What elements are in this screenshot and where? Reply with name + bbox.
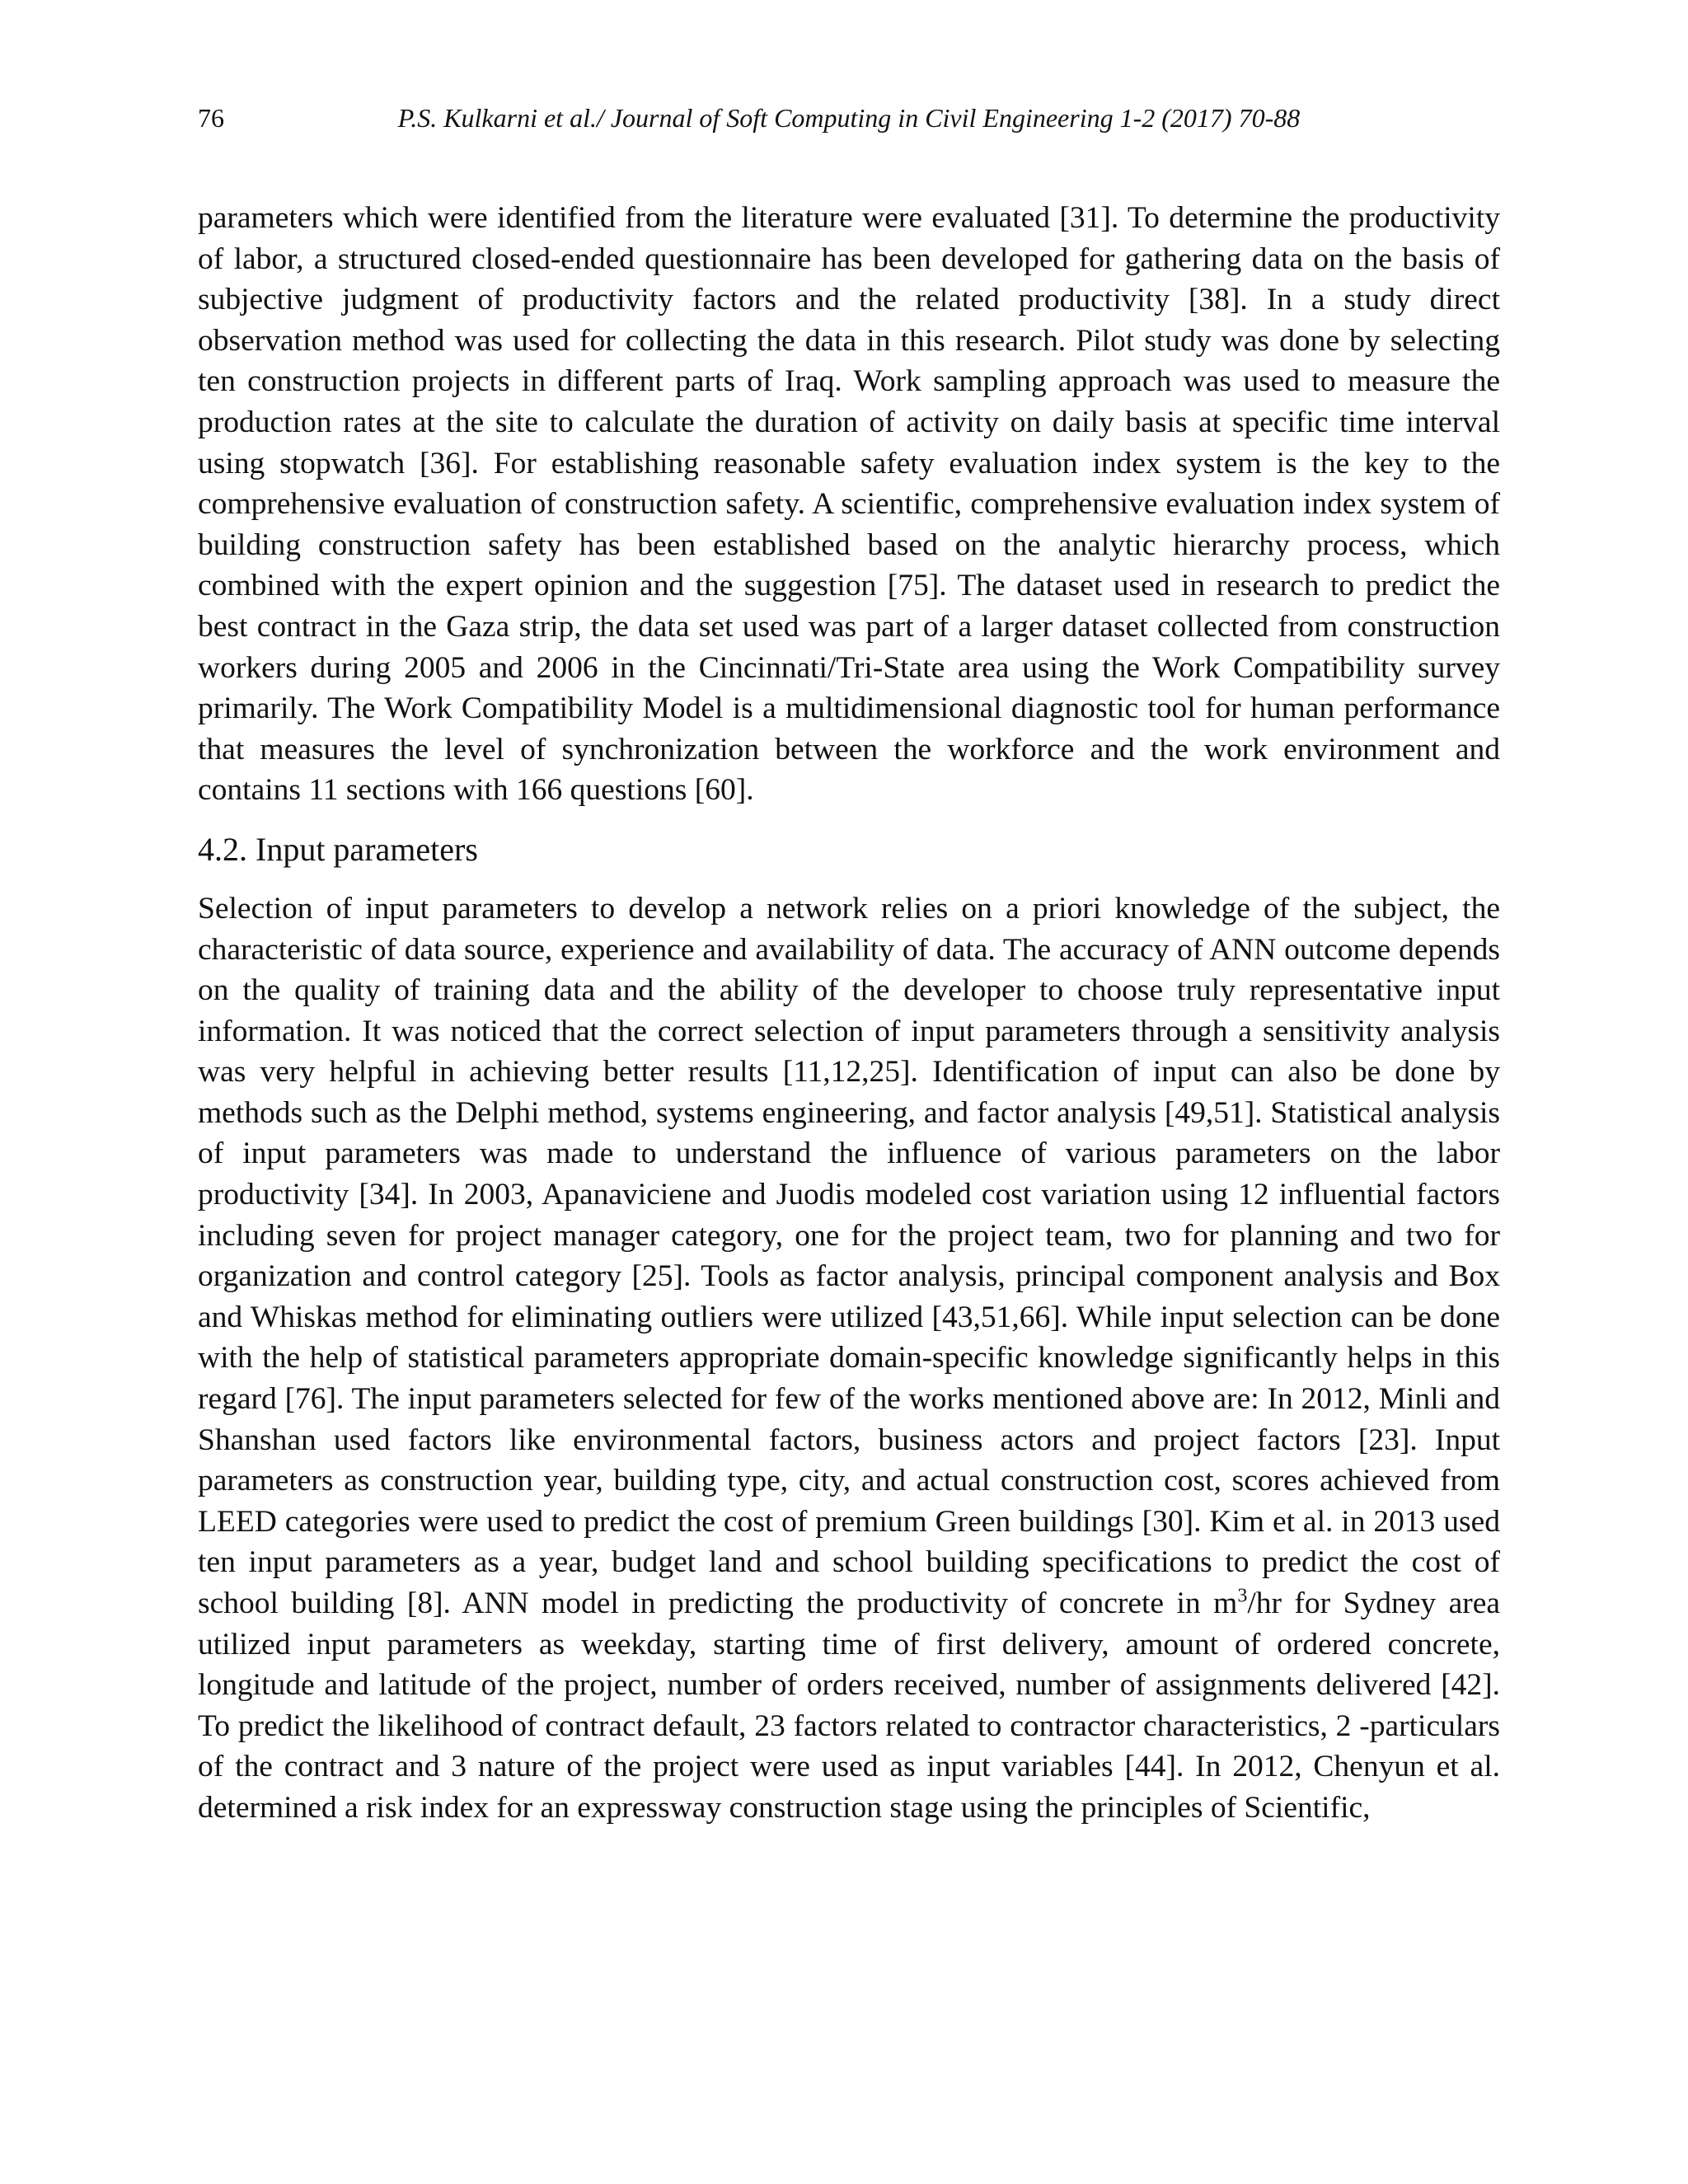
page-number: 76 <box>198 103 224 133</box>
page-header <box>198 97 1500 138</box>
article-body <box>198 198 1500 1829</box>
paragraph-continued: parameters which were identified from the literature were evaluated [31]. To determine the productivity of labor, a structured closed-ended questionnaire has been developed for gathering data on the basis of subjective judgment of productivity factors and the related productivity [38]. In a study direct observation method was used for collecting the data in this research. Pilot study was done by selecting ten construction projects in different parts of Iraq. Work sampling approach was used to measure the production rates at the site to calculate the duration of activity on daily basis at specific time interval using stopwatch [36]. For establishing reasonable safety evaluation index system is the key to the comprehensive evaluation of construction safety. A scientific, comprehensive evaluation index system of building construction safety has been established based on the analytic hierarchy process, which combined with the expert opinion and the suggestion [75]. The dataset used in research to predict the best contract in the Gaza strip, the data set used was part of a larger dataset collected from construction workers during 2005 and 2006 in the Cincinnati/Tri-State area using the Work Compatibility survey primarily. The Work Compatibility Model is a multidimensional diagnostic tool for human performance that measures the level of synchronization between the workforce and the work environment and contains 11 sections with 166 questions [60]. <box>198 201 1500 808</box>
paragraph-text-part-1: Selection of input parameters to develop a network relies on a priori knowledge of the subject, the characteristic of data source, experience and availability of data. The accuracy of ANN outcome depends on the quality of training data and the ability of the developer to choose truly representative input information. It was noticed that the correct selection of input parameters through a sensitivity analysis was very helpful in achieving better results [11,12,25]. Identification of input can also be done by methods such as the Delphi method, systems engineering, and factor analysis [49,51]. Statistical analysis of input parameters was made to understand the influence of various parameters on the labor productivity [34]. In 2003, Apanaviciene and Juodis modeled cost variation using 12 influential factors including seven for project manager category, one for the project team, two for planning and two for organization and control category [25]. Tools as factor analysis, principal component analysis and Box and Whiskas method for eliminating outliers were utilized [43,51,66]. While input selection can be done with the help of statistical parameters appropriate domain-specific knowledge significantly helps in this regard [76]. The input parameters selected for few of the works mentioned above are: In 2012, Minli and Shanshan used factors like environmental factors, business actors and project factors [23]. Input parameters as construction year, building type, city, and actual construction cost, scores achieved from LEED categories were used to predict the cost of premium Green buildings [30]. Kim et al. in 2013 used ten input parameters as a year, budget land and school building specifications to predict the cost of school building [8]. ANN model in predicting the productivity of concrete in m <box>198 891 1500 1620</box>
paragraph-text-part-2: /hr for Sydney area utilized input parameters as weekday, starting time of first delivery, amount of ordered concrete, longitude and latitude of the project, number of orders received, number of assignments delivered [42]. To predict the likelihood of contract default, 23 factors related to contractor characteristics, 2 -particulars of the contract and 3 nature of the project were used as input variables [44]. In 2012, Chenyun et al. determined a risk index for an expressway construction stage using the principles of Scientific, <box>198 1586 1500 1825</box>
section-heading: 4.2. Input parameters <box>198 830 478 868</box>
paragraph-input-parameters <box>198 888 1500 1829</box>
superscript-3: 3 <box>1237 1585 1248 1607</box>
running-title: P.S. Kulkarni et al./ Journal of Soft Computing in Civil Engineering 1-2 (2017) 70-88 <box>397 103 1301 133</box>
